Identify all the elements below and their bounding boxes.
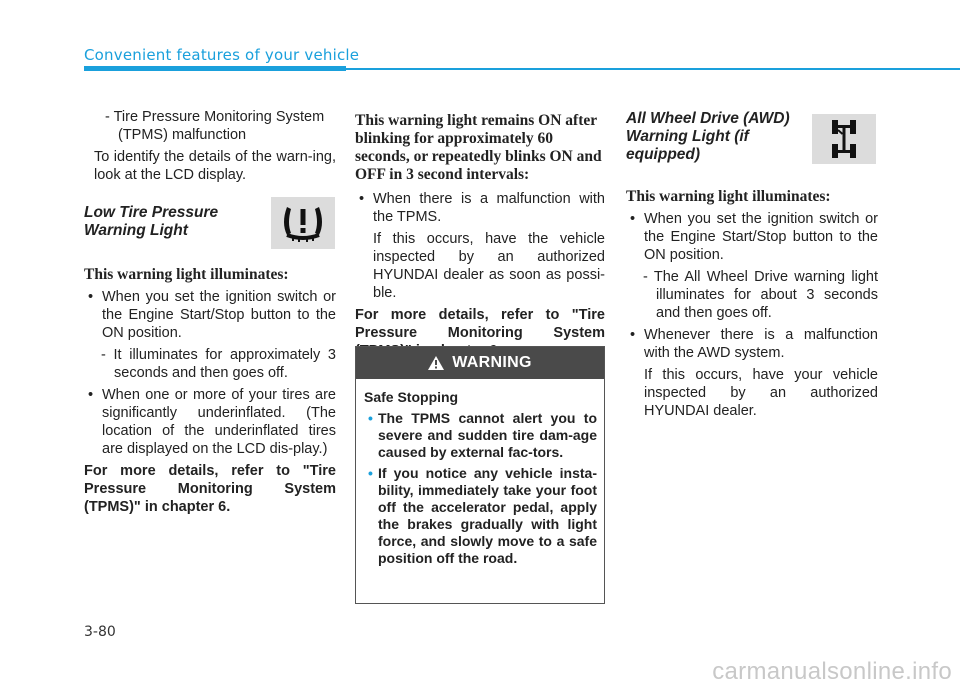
column-middle	[355, 112, 605, 360]
bullet-text: Whenever there is a malfunction with the AWD system.	[644, 327, 878, 361]
warning-item-1	[364, 410, 597, 461]
awd-inspect-text: If this occurs, have your vehicle inspected by an authorized HYUNDAI dealer.	[644, 367, 878, 419]
warning-body	[356, 379, 604, 567]
bullet-awd-ignition	[626, 210, 878, 264]
column-right	[626, 110, 878, 424]
warning-header	[356, 347, 604, 379]
bullet-ignition-on	[84, 288, 336, 342]
low-tire-heading-block	[84, 204, 336, 266]
dash-illuminates: - It illuminates for approximately 3 seconds and then goes off.	[101, 347, 336, 381]
bullet-text: When there is a malfunction with the TPMS.	[373, 191, 605, 225]
column-left	[84, 108, 336, 516]
warning-label: WARNING	[452, 354, 532, 371]
warning-item-text: If you notice any vehicle insta-bility, immediately take your foot off the accelerator pedal, apply the brakes gradually with light force, and slowly move to a safe position off the road.	[378, 465, 597, 566]
bullet-text: When you set the ignition switch or the Engine Start/Stop button to the ON position.	[102, 289, 336, 341]
bullet-tpms-malfunction	[355, 190, 605, 226]
intro-dash-item: - Tire Pressure Monitoring System (TPMS) malfunction	[105, 109, 325, 143]
inspect-text: If this occurs, have the vehicle inspected by an authorized HYUNDAI dealer as soon as possi-ble.	[373, 231, 605, 301]
reference-tpms: For more details, refer to "Tire Pressure Monitoring System (TPMS)" in chapter 6.	[84, 463, 336, 515]
page-number: 3-80	[84, 624, 116, 640]
low-tire-heading: Low Tire Pressure Warning Light	[84, 204, 219, 239]
dash-awd-illuminates: - The All Wheel Drive warning light illuminates for about 3 seconds and then goes off.	[643, 269, 878, 321]
reference-tpms-2: For more details, refer to "Tire Pressure Monitoring System	[355, 307, 605, 341]
header-rule	[346, 68, 960, 70]
bullet-underinflated	[84, 386, 336, 458]
tire-pressure-warning-icon	[271, 197, 335, 249]
warning-triangle-icon	[428, 356, 444, 370]
awd-heading: All Wheel Drive (AWD) Warning Light (if equipped)	[626, 110, 790, 163]
awd-heading-block	[626, 110, 878, 180]
bullet-text: When one or more of your tires are significantly underinflated. (The location of the underinflated tires are displayed on the LCD dis-play.)	[102, 387, 336, 457]
warning-item-2	[364, 465, 597, 567]
bullet-awd-malfunction	[626, 326, 878, 362]
warning-box	[355, 346, 605, 604]
warning-title: Safe Stopping	[364, 389, 459, 405]
warning-item-text: The TPMS cannot alert you to severe and sudden tire dam-age caused by external fac-tors.	[378, 410, 597, 460]
header-rule-accent	[84, 66, 346, 71]
blinking-subheading: This warning light remains ON after blinking for approximately 60 seconds, or repeatedly blinks ON and OFF in 3 second intervals:	[355, 112, 602, 183]
awd-subheading: This warning light illuminates:	[626, 188, 831, 205]
section-title: Convenient features of your vehicle	[84, 46, 360, 64]
awd-warning-icon	[812, 114, 876, 164]
low-tire-subheading: This warning light illuminates:	[84, 266, 289, 283]
bullet-text: When you set the ignition switch or the Engine Start/Stop button to the ON position.	[644, 211, 878, 263]
watermark: carmanualsonline.info	[712, 658, 952, 685]
intro-text: To identify the details of the warn-ing, look at the LCD display.	[94, 149, 336, 183]
